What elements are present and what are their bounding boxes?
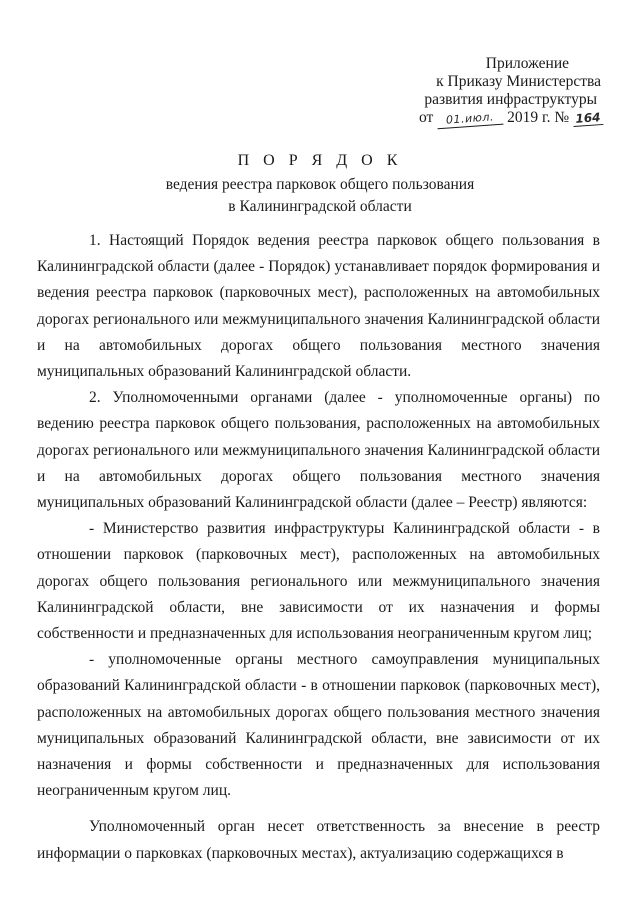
appendix-ministry: развития инфраструктуры [424,91,597,108]
paragraph-1: 1. Настоящий Порядок ведения реестра парковок общего пользования в Калининградской области (далее - Порядок) устанавливает порядок формирования и ведения реестра парковок (парковочных мест), расположенных на автомобильных дорогах регионального или межмуниципального значения Калининградской области и на автомобильных дорогах общего пользования местного значения муниципальных образований Калининградской области. [37,232,600,381]
appendix-from-prefix: от [419,109,434,126]
appendix-order-ref: к Приказу Министерства [436,73,601,90]
handwritten-date: 01.июл. [437,110,504,130]
appendix-year-number: 2019 г. № [507,109,570,126]
paragraph-2-item-local-authorities: - уполномоченные органы местного самоуправления муниципальных образований Калининградской области - в отношении парковок (парковочных мест), расположенных на автомобильных дорогах общего пользования местного значения муниципальных образований Калининградской области, вне зависимости от их назначения и формы собственности и предназначенных для использования неограниченным кругом лиц. [37,651,600,800]
paragraph-responsibility: Уполномоченный орган несет ответственность за внесение в реестр информации о парковках (парковочных местах), актуализацию содержащихся в [37,818,600,862]
document-body [37,228,600,867]
handwritten-number: 164 [573,110,604,127]
document-subtitle-line1: ведения реестра парковок общего пользования [165,176,475,193]
document-heading: П О Р Я Д О К [237,152,403,169]
appendix-title: Приложение [485,55,569,72]
paragraph-2-item-ministry: - Министерство развития инфраструктуры Калининградской области - в отношении парковок (парковочных мест), расположенных на автомобильных дорогах общего пользования регионального или межмуниципального значения Калининградской области, вне зависимости от их назначения и формы собственности и предназначенных для использования неограниченным кругом лиц; [37,520,600,643]
appendix-date-line [343,109,603,127]
paragraph-2: 2. Уполномоченными органами (далее - уполномоченные органы) по ведению реестра парковок общего пользования, расположенных на автомобильных дорогах регионального или межмуниципального значения Калининградской области и на автомобильных дорогах общего пользования местного значения муниципальных образований Калининградской области (далее – Реестр) являются: [37,389,600,512]
document-subtitle-line2: в Калининградской области [228,198,412,215]
appendix-header [343,55,603,127]
